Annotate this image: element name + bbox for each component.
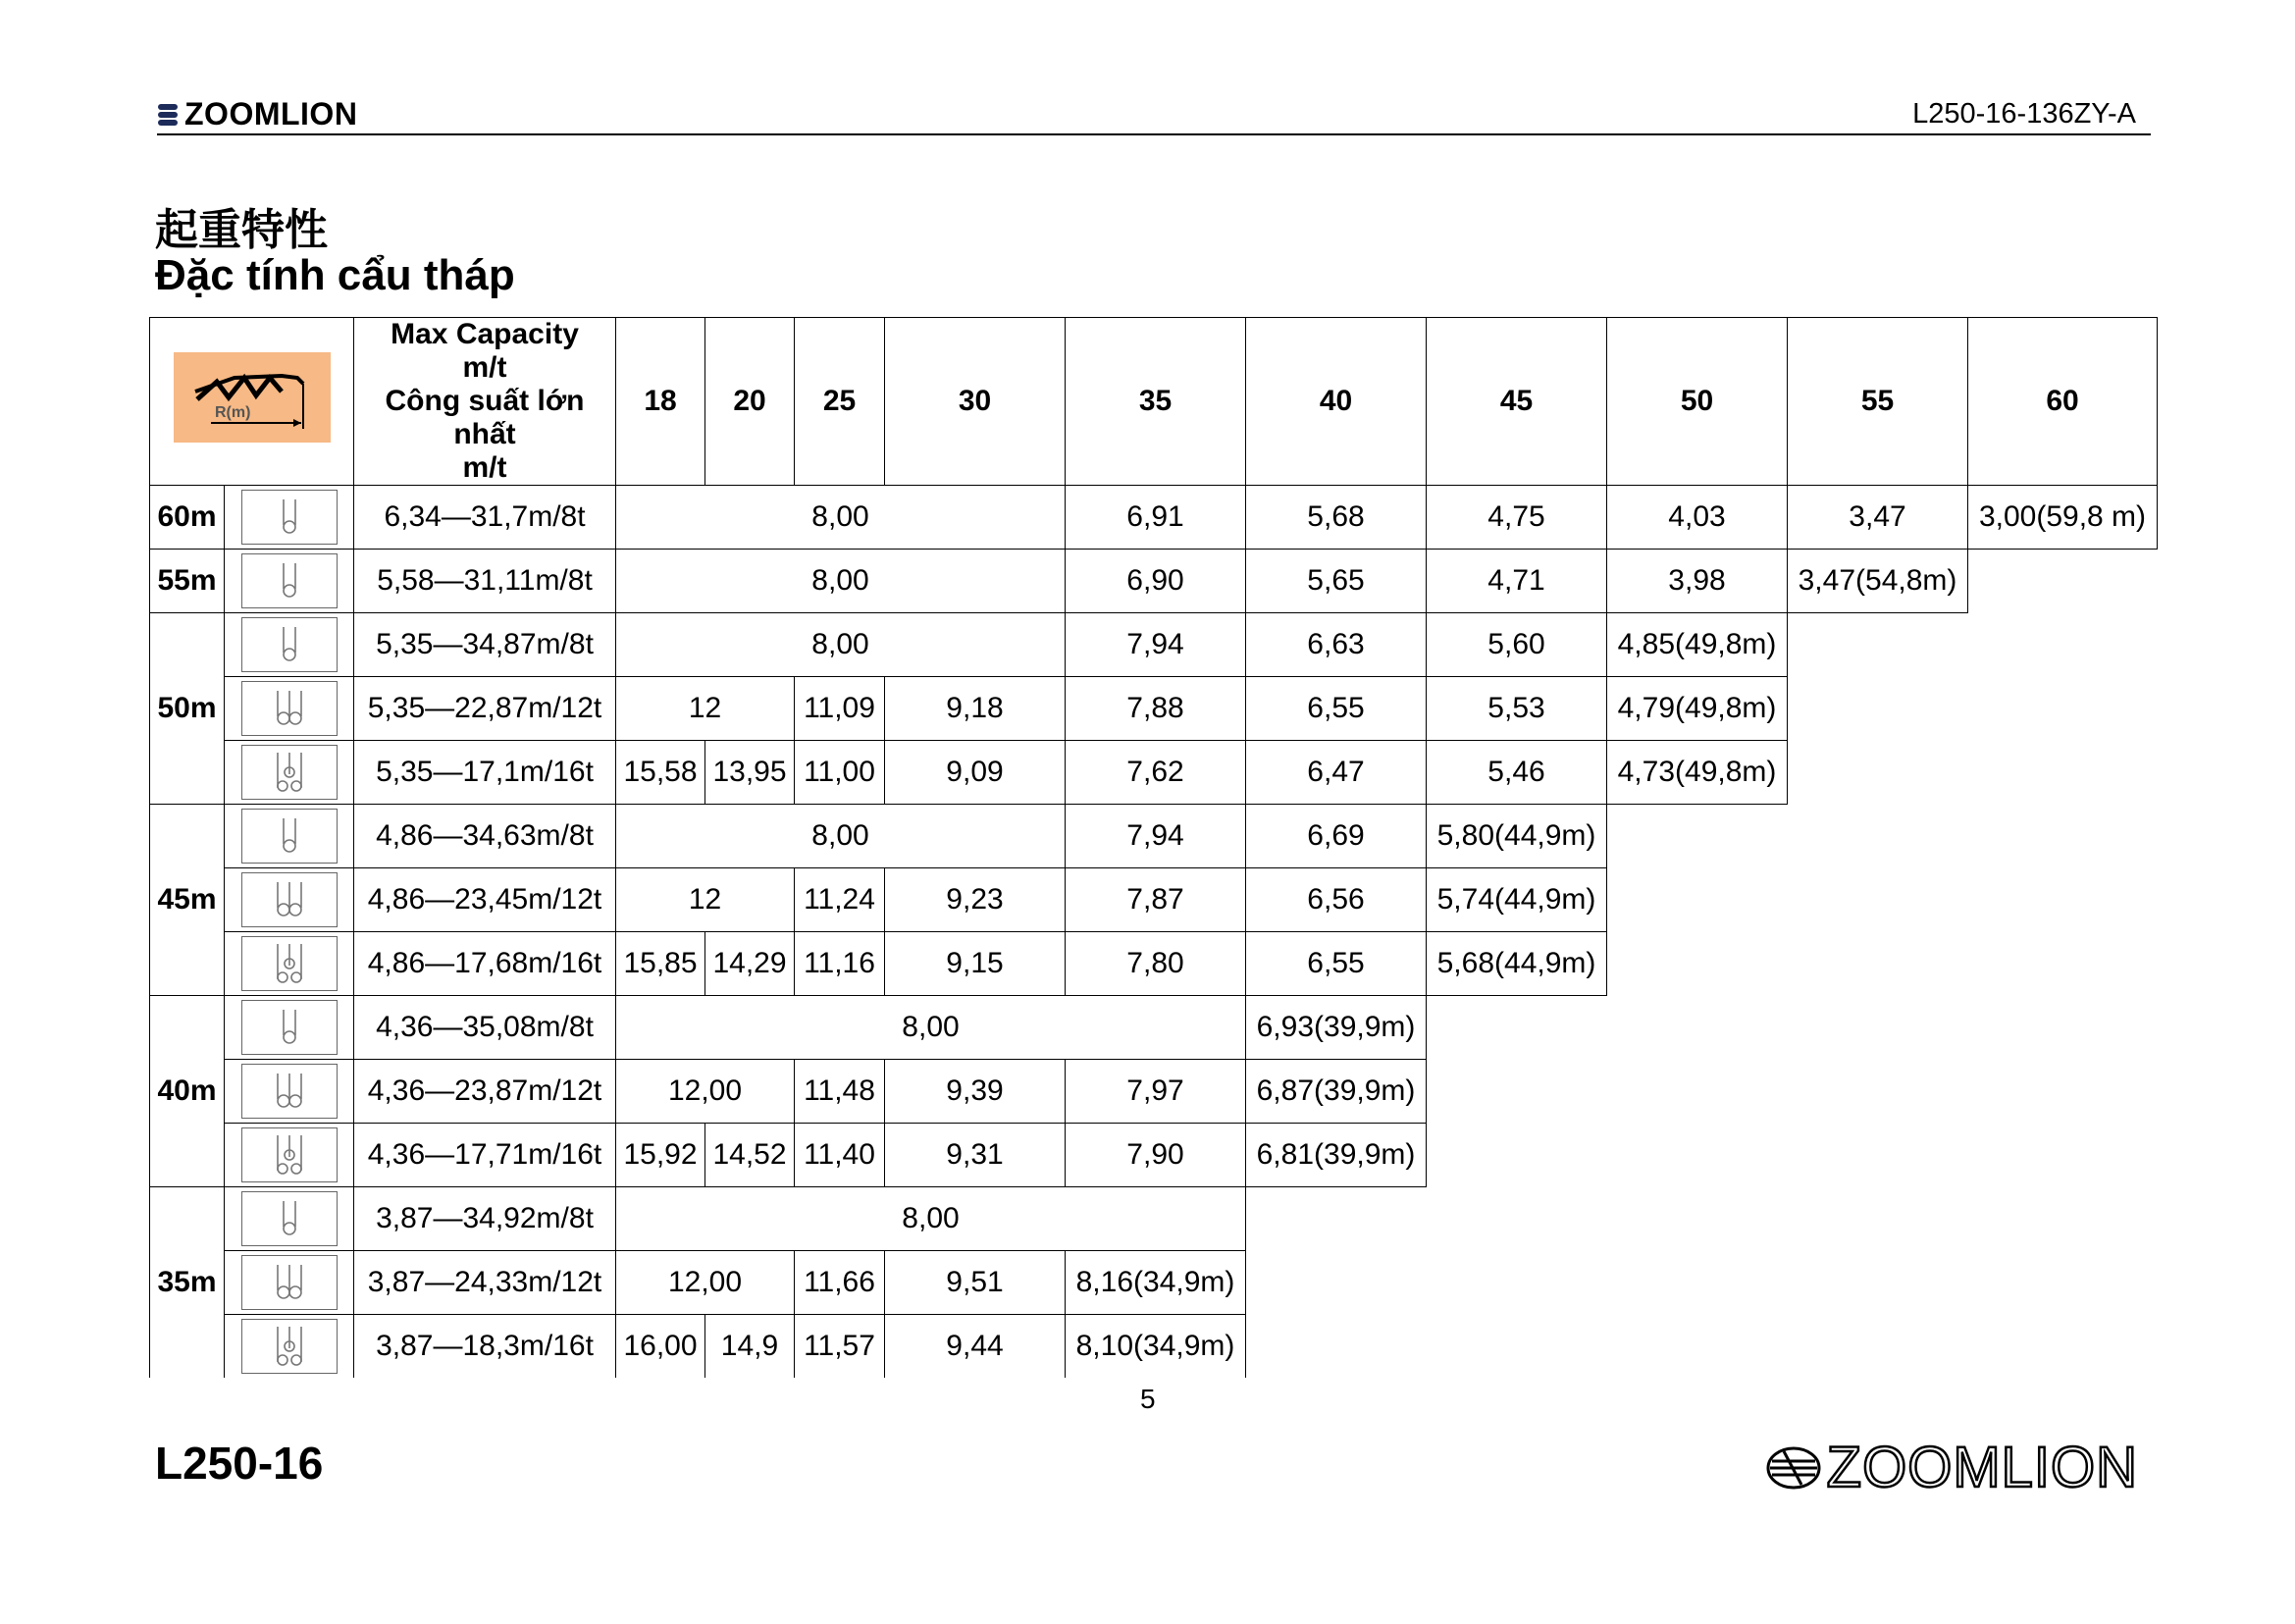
load-cell: 6,91 (1066, 486, 1246, 550)
double-hook-icon (270, 1261, 309, 1304)
reeving-cell (225, 677, 354, 741)
load-cell: 14,52 (705, 1124, 795, 1187)
header-logo-text: ZOOMLION (184, 95, 358, 131)
load-cell: 3,98 (1607, 550, 1788, 613)
load-cell: 4,79(49,8m) (1607, 677, 1788, 741)
boom-length-cell: 55m (150, 550, 225, 613)
load-cell: 9,15 (885, 932, 1066, 996)
load-cell: 9,09 (885, 741, 1066, 805)
load-cell: 8,00 (616, 550, 1066, 613)
load-cell: 6,90 (1066, 550, 1246, 613)
load-cell: 8,16(34,9m) (1066, 1251, 1246, 1315)
load-cell: 9,51 (885, 1251, 1066, 1315)
double-hook-icon (270, 878, 309, 921)
max-capacity-cell: 4,86—17,68m/16t (354, 932, 616, 996)
radius-header: 55 (1788, 318, 1968, 486)
document-number: L250-16-136ZY-A (1912, 98, 2136, 130)
boom-length-cell: 50m (150, 613, 225, 805)
max-capacity-cell: 4,86—34,63m/8t (354, 805, 616, 868)
load-cell: 7,88 (1066, 677, 1246, 741)
max-capacity-cell: 6,34—31,7m/8t (354, 486, 616, 550)
radius-header: 30 (885, 318, 1066, 486)
boom-length-cell: 45m (150, 805, 225, 996)
single-hook-icon (270, 623, 309, 666)
load-cell: 4,03 (1607, 486, 1788, 550)
footer-logo (1766, 1435, 2138, 1500)
zoomlion-emblem-icon (1766, 1445, 1821, 1491)
table-row (150, 868, 2158, 932)
footer-logo-text: ZOOMLION (1826, 1436, 2138, 1499)
load-cell: 6,55 (1246, 932, 1427, 996)
table-header-row (150, 318, 2158, 486)
single-hook-icon (270, 496, 309, 539)
max-capacity-cell: 5,35—34,87m/8t (354, 613, 616, 677)
reeving-cell (225, 1187, 354, 1251)
load-cell: 7,90 (1066, 1124, 1246, 1187)
load-cell: 6,63 (1246, 613, 1427, 677)
load-cell: 6,55 (1246, 677, 1427, 741)
max-capacity-cell: 4,36—35,08m/8t (354, 996, 616, 1060)
load-cell: 9,18 (885, 677, 1066, 741)
reeving-cell (225, 805, 354, 868)
title-vietnamese: Đặc tính cẩu tháp (155, 251, 515, 299)
load-cell: 9,44 (885, 1315, 1066, 1379)
load-chart-table (149, 317, 2158, 1378)
load-cell: 11,48 (795, 1060, 885, 1124)
radius-header: 25 (795, 318, 885, 486)
load-cell: 8,10(34,9m) (1066, 1315, 1246, 1379)
double-hook-icon (270, 1070, 309, 1113)
radius-icon-cell (150, 318, 354, 486)
load-cell: 11,66 (795, 1251, 885, 1315)
max-capacity-header: Max Capacity m/t Công suất lớn nhất m/t (354, 318, 616, 486)
radius-header: 20 (705, 318, 795, 486)
table-row (150, 741, 2158, 805)
load-cell: 7,80 (1066, 932, 1246, 996)
max-capacity-cell: 3,87—18,3m/16t (354, 1315, 616, 1379)
load-cell: 7,94 (1066, 613, 1246, 677)
table-row (150, 932, 2158, 996)
load-cell: 5,46 (1427, 741, 1607, 805)
reeving-cell (225, 996, 354, 1060)
radius-header: 18 (616, 318, 705, 486)
quad-hook-icon (270, 751, 309, 794)
radius-label: R(m) (214, 404, 250, 421)
table-row (150, 1251, 2158, 1315)
zoomlion-mark-icon (157, 101, 179, 127)
reeving-cell (225, 741, 354, 805)
radius-header: 40 (1246, 318, 1427, 486)
load-cell: 4,73(49,8m) (1607, 741, 1788, 805)
load-cell: 6,69 (1246, 805, 1427, 868)
quad-hook-icon (270, 1325, 309, 1368)
max-capacity-cell: 3,87—24,33m/12t (354, 1251, 616, 1315)
reeving-cell (225, 550, 354, 613)
max-capacity-cell: 5,58—31,11m/8t (354, 550, 616, 613)
load-cell: 5,68 (1246, 486, 1427, 550)
table-row (150, 805, 2158, 868)
reeving-cell (225, 613, 354, 677)
load-cell: 11,09 (795, 677, 885, 741)
load-cell: 3,47 (1788, 486, 1968, 550)
max-capacity-cell: 5,35—17,1m/16t (354, 741, 616, 805)
load-cell: 6,93(39,9m) (1246, 996, 1427, 1060)
load-cell: 7,87 (1066, 868, 1246, 932)
load-cell: 3,47(54,8m) (1788, 550, 1968, 613)
table-row (150, 996, 2158, 1060)
table-row (150, 550, 2158, 613)
reeving-cell (225, 1124, 354, 1187)
table-row (150, 1187, 2158, 1251)
load-cell: 5,60 (1427, 613, 1607, 677)
load-cell: 9,39 (885, 1060, 1066, 1124)
load-cell: 11,57 (795, 1315, 885, 1379)
model-name: L250-16 (155, 1438, 324, 1489)
load-cell: 12,00 (616, 1251, 795, 1315)
header-divider (157, 133, 2151, 135)
page-number: 5 (1140, 1384, 1156, 1414)
load-cell: 11,24 (795, 868, 885, 932)
max-capacity-cell: 5,35—22,87m/12t (354, 677, 616, 741)
radius-header: 35 (1066, 318, 1246, 486)
load-cell: 6,47 (1246, 741, 1427, 805)
reeving-cell (225, 868, 354, 932)
load-cell: 9,23 (885, 868, 1066, 932)
load-cell: 7,97 (1066, 1060, 1246, 1124)
reeving-cell (225, 486, 354, 550)
reeving-cell (225, 932, 354, 996)
load-cell: 11,40 (795, 1124, 885, 1187)
quad-hook-icon (270, 1133, 309, 1177)
boom-length-cell: 40m (150, 996, 225, 1187)
load-cell: 4,85(49,8m) (1607, 613, 1788, 677)
table-row (150, 1315, 2158, 1379)
load-cell: 11,16 (795, 932, 885, 996)
load-cell: 5,74(44,9m) (1427, 868, 1607, 932)
crane-radius-icon (174, 352, 331, 443)
load-cell: 6,87(39,9m) (1246, 1060, 1427, 1124)
boom-length-cell: 60m (150, 486, 225, 550)
load-cell: 6,81(39,9m) (1246, 1124, 1427, 1187)
reeving-cell (225, 1315, 354, 1379)
load-cell: 8,00 (616, 805, 1066, 868)
load-cell: 15,85 (616, 932, 705, 996)
radius-header: 50 (1607, 318, 1788, 486)
title-chinese: 起重特性 (155, 205, 328, 255)
load-cell: 12,00 (616, 1060, 795, 1124)
table-row (150, 677, 2158, 741)
load-cell: 5,68(44,9m) (1427, 932, 1607, 996)
double-hook-icon (270, 687, 309, 730)
load-cell: 8,00 (616, 1187, 1246, 1251)
load-cell: 5,80(44,9m) (1427, 805, 1607, 868)
load-cell: 5,65 (1246, 550, 1427, 613)
load-cell: 4,75 (1427, 486, 1607, 550)
boom-length-cell: 35m (150, 1187, 225, 1379)
load-cell: 5,53 (1427, 677, 1607, 741)
load-cell: 7,94 (1066, 805, 1246, 868)
load-cell: 12 (616, 677, 795, 741)
load-cell: 8,00 (616, 996, 1246, 1060)
radius-header: 45 (1427, 318, 1607, 486)
load-cell: 3,00(59,8 m) (1968, 486, 2158, 550)
reeving-cell (225, 1251, 354, 1315)
load-cell: 11,00 (795, 741, 885, 805)
max-capacity-cell: 3,87—34,92m/8t (354, 1187, 616, 1251)
load-cell: 14,9 (705, 1315, 795, 1379)
single-hook-icon (270, 814, 309, 858)
reeving-cell (225, 1060, 354, 1124)
load-cell: 13,95 (705, 741, 795, 805)
max-capacity-cell: 4,86—23,45m/12t (354, 868, 616, 932)
load-cell: 8,00 (616, 613, 1066, 677)
load-cell: 16,00 (616, 1315, 705, 1379)
load-cell: 6,56 (1246, 868, 1427, 932)
table-row (150, 1124, 2158, 1187)
table-row (150, 1060, 2158, 1124)
load-cell: 14,29 (705, 932, 795, 996)
load-cell: 8,00 (616, 486, 1066, 550)
load-cell: 12 (616, 868, 795, 932)
max-capacity-cell: 4,36—23,87m/12t (354, 1060, 616, 1124)
single-hook-icon (270, 1006, 309, 1049)
single-hook-icon (270, 1197, 309, 1240)
load-cell: 7,62 (1066, 741, 1246, 805)
header-logo (157, 96, 357, 131)
load-cell: 9,31 (885, 1124, 1066, 1187)
load-cell: 15,92 (616, 1124, 705, 1187)
radius-header: 60 (1968, 318, 2158, 486)
load-cell: 15,58 (616, 741, 705, 805)
single-hook-icon (270, 559, 309, 602)
table-row (150, 486, 2158, 550)
table-row (150, 613, 2158, 677)
load-cell: 4,71 (1427, 550, 1607, 613)
max-capacity-cell: 4,36—17,71m/16t (354, 1124, 616, 1187)
quad-hook-icon (270, 942, 309, 985)
